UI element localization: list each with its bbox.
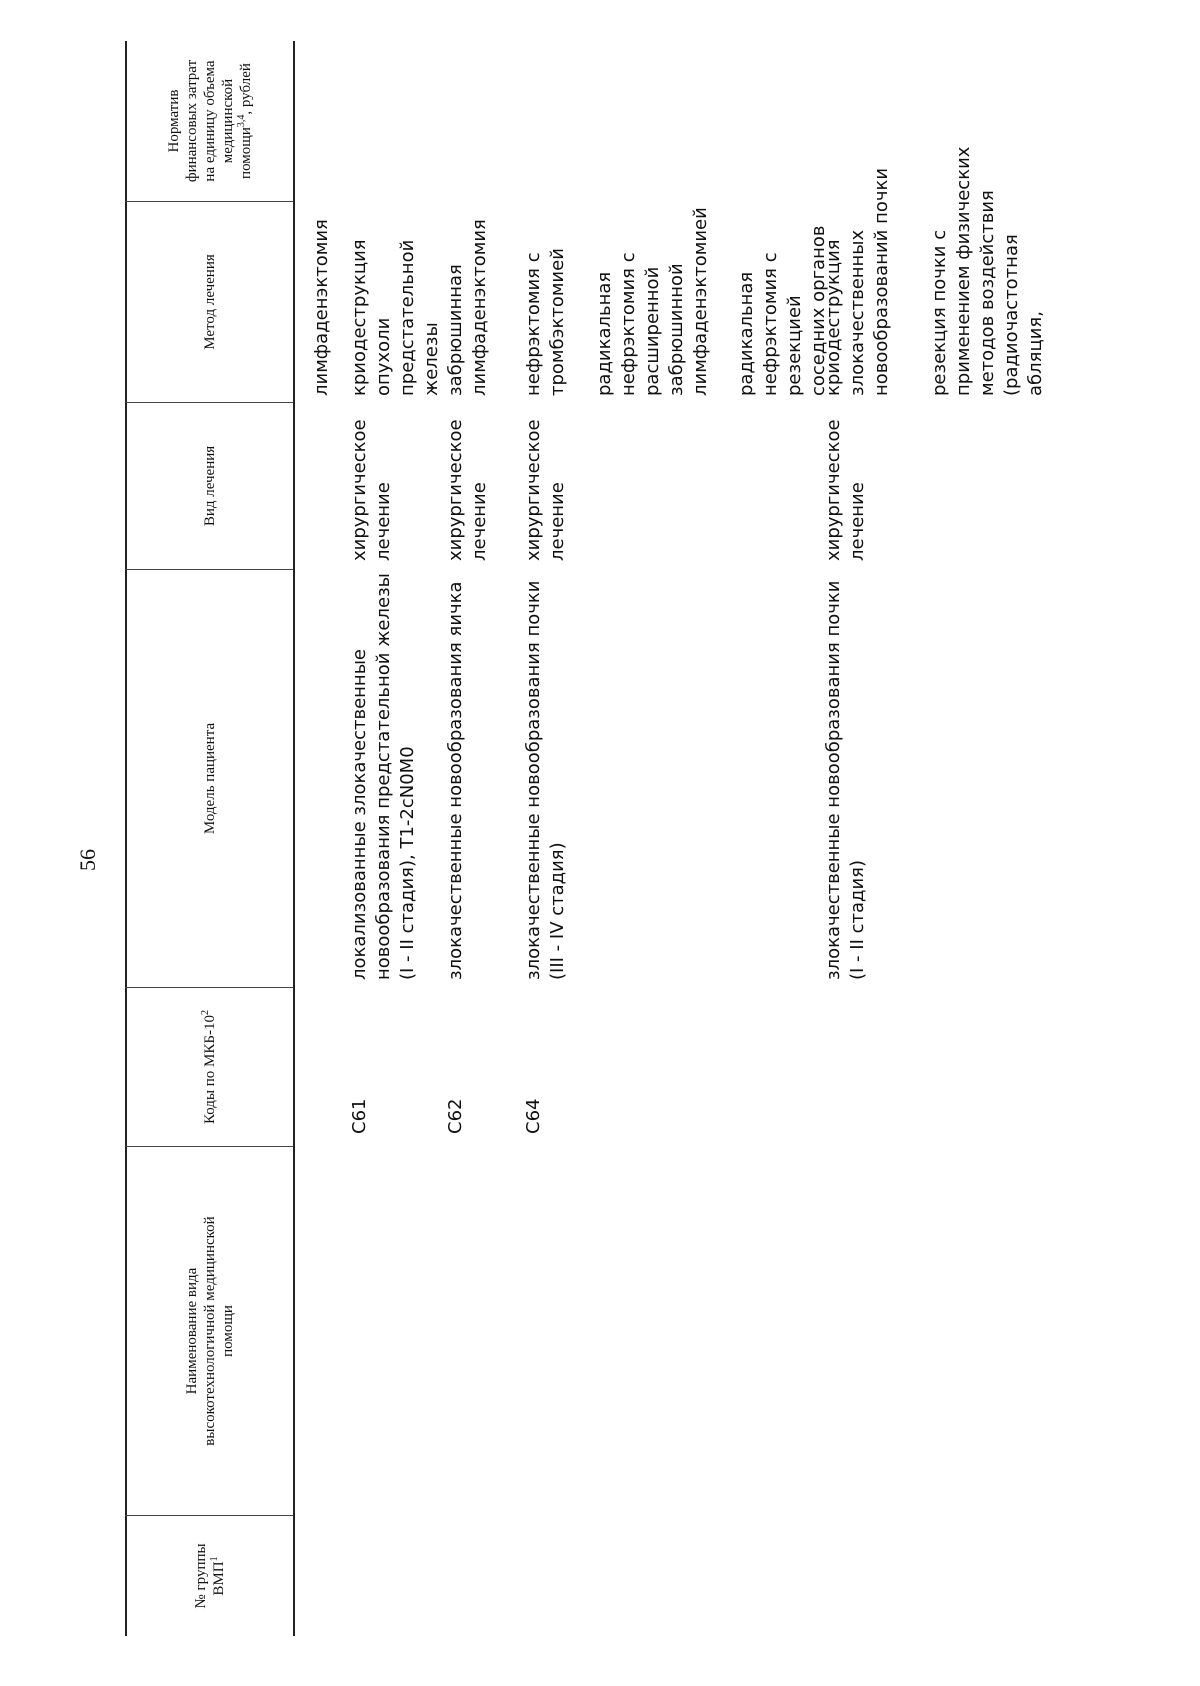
header-group-no: № группы ВМП$^1$ bbox=[193, 1543, 227, 1609]
header-treatment-type: Вид лечения bbox=[202, 445, 218, 527]
row2-treatment-method: забрюшинная лимфаденэктомия bbox=[445, 219, 490, 396]
header-vmp-name: Наименование вида высокотехнологичной медицинской помощи bbox=[184, 1216, 236, 1446]
page-number: 56 bbox=[75, 849, 100, 871]
header-icd-codes: Коды по МКБ-$10^2$ bbox=[200, 1010, 218, 1125]
row1-patient-model: локализованные злокачественные новообразования предстательной железы (I - II стадия), T1-2cN0M0 bbox=[349, 573, 418, 980]
row2-treatment-type: хирургическое лечение bbox=[445, 419, 490, 561]
row1-treatment-method: криодеструкция опухоли предстательной железы bbox=[349, 239, 442, 396]
row3-treatment-type: хирургическое лечение bbox=[523, 419, 568, 561]
row4-treatment-method-b: резекция почки с применением физических методов воздействия (радиочастотная абляция, bbox=[929, 146, 1046, 396]
row0-treatment-method: лимфаденэктомия bbox=[311, 219, 332, 396]
row4-patient-model: злокачественные новообразования почки (I - II стадия) bbox=[823, 580, 868, 980]
row1-icd-code: C61 bbox=[349, 1098, 370, 1134]
row4-treatment-type: хирургическое лечение bbox=[823, 419, 868, 561]
row3-patient-model: злокачественные новообразования почки (III - IV стадия) bbox=[523, 580, 568, 980]
row3-treatment-method-b: радикальная нефрэктомия с расширенной забрюшинной лимфаденэктомией bbox=[594, 207, 711, 396]
row1-treatment-type: хирургическое лечение bbox=[349, 419, 394, 561]
row3-icd-code: C64 bbox=[523, 1098, 544, 1134]
header-cost-norm: Норматив финансовых затрат на единицу объема медицинской помощи$^{3,4}$, рублей bbox=[166, 59, 254, 183]
row2-icd-code: C62 bbox=[445, 1098, 466, 1134]
header-bottom-rule bbox=[293, 41, 295, 1636]
header-treatment-method: Метод лечения bbox=[202, 254, 218, 350]
header-patient-model: Модель пациента bbox=[202, 722, 218, 835]
row2-patient-model: злокачественные новообразования яичка bbox=[445, 581, 466, 980]
row4-treatment-method-a: криодеструкция злокачественных новообразований почки bbox=[823, 167, 892, 396]
row3-treatment-method-a: нефрэктомия с тромбэктомией bbox=[523, 248, 568, 396]
row3-treatment-method-c: радикальная нефрэктомия с резекцией соседних органов bbox=[736, 225, 829, 396]
